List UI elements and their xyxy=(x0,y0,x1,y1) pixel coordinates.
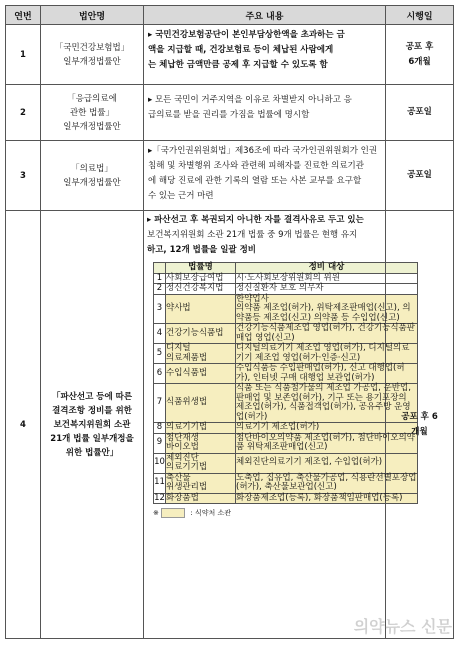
law-name: 첨단재생 바이오법 xyxy=(166,433,236,453)
content-line: ▸ 모든 국민이 거주지역을 이유로 차별받지 아니하고 응 xyxy=(148,95,352,105)
main-content xyxy=(144,85,386,141)
law-name: 체외진단 의료기기법 xyxy=(166,453,236,473)
content-line: 에 해당 진료에 관한 기록의 열람 또는 사본 교부를 요구할 xyxy=(148,176,362,186)
law-no: 3 xyxy=(154,294,166,324)
bill-name-line: 「파산선고 등에 따른 xyxy=(51,391,133,402)
content-line: 보건복지위원회 소관 21개 법률 중 9개 법률은 현행 유지 xyxy=(147,230,358,240)
law-name: 식품위생법 xyxy=(166,384,236,423)
law-no: 10 xyxy=(154,453,166,473)
bill-name xyxy=(41,141,144,211)
bill-name-line: 「국민건강보험법」 xyxy=(54,42,130,53)
bill-name-line: 보건복지위원회 소관 xyxy=(53,419,131,430)
content-line: ▸ 파산선고 후 복권되지 아니한 자를 결격사유로 두고 있는 xyxy=(147,215,364,225)
law-no: 12 xyxy=(154,492,165,503)
law-no: 4 xyxy=(154,324,166,344)
law-list-row xyxy=(154,364,418,384)
header-bill: 법안명 xyxy=(41,6,144,25)
law-no: 7 xyxy=(154,384,166,423)
table-row xyxy=(6,85,454,141)
header-content: 주요 내용 xyxy=(144,6,386,25)
table-row xyxy=(6,141,454,211)
bill-name-line: 「의료법」 xyxy=(71,163,113,174)
law-no: 2 xyxy=(154,284,166,295)
law-no-header xyxy=(154,263,166,274)
law-target: 첨단바이오의약품 제조업(허가), 첨단바이오의약품 위탁제조판매업(신고) xyxy=(236,433,418,453)
law-target: 식품 또는 식품첨가물의 제조업 가공업, 운반업, 판매업 및 보존업(허가), 기구 또는 용기포장의 제조업(허가), 식품접객업(허가), 공유주방 운영업(허가) xyxy=(236,384,418,423)
law-no: 5 xyxy=(154,344,166,364)
bill-name xyxy=(41,85,144,141)
law-name: 수입식품법 xyxy=(166,364,236,384)
effective-line: 공포 후 6 xyxy=(401,411,438,422)
law-no: 8 xyxy=(154,423,166,434)
content-line: 침해 및 차별행위 조사와 관련해 피해자를 진료한 의료기관 xyxy=(148,161,364,171)
main-content xyxy=(144,141,386,211)
bill-name-line: 일부개정법률안 xyxy=(63,121,121,132)
legend-symbol: ※ xyxy=(153,509,159,517)
law-name: 의료기기법 xyxy=(166,423,236,434)
header-row xyxy=(6,6,454,25)
content-line: 하고, 12개 법률을 일괄 정비 xyxy=(147,245,257,255)
content-line: 는 체납한 금액만큼 공제 후 지급할 수 있도록 함 xyxy=(148,60,328,70)
law-list-row xyxy=(154,453,418,473)
law-list-header xyxy=(154,263,418,274)
header-no: 연번 xyxy=(6,6,41,25)
effective-line: 6개월 xyxy=(408,56,431,67)
row-number: 1 xyxy=(6,25,41,85)
law-target: 정신질환자 보호 의무자 xyxy=(236,284,418,295)
law-name-header: 법률명 xyxy=(166,263,236,274)
law-list-row xyxy=(154,493,418,504)
law-target: 한약업사 의약품 제조업(허가), 위탁제조판매업(신고), 의약품등 제조업(신고) 의약품 등 수입업(신고) xyxy=(236,294,418,324)
content-line: ▸「국가인권위원회법」제36조에 따라 국가인권위원회가 인권 xyxy=(148,146,378,156)
law-list-row xyxy=(154,423,418,434)
header-effective: 시행일 xyxy=(386,6,454,25)
effective-date xyxy=(386,25,454,85)
law-target: 수입식품등 수입판매업(허가), 신고 대행업(허가), 인터넷 구매 대행업 보관업(허가) xyxy=(236,364,418,384)
law-target: 시·도사회보장위원회의 위원 xyxy=(236,273,418,284)
law-list-row xyxy=(154,273,418,284)
effective-line: 개월 xyxy=(411,426,428,437)
law-list-row xyxy=(154,384,418,423)
law-target: 화장품제조업(등록), 화장품책임판매업(등록) xyxy=(236,493,418,504)
law-target: 도축업, 집유업, 축산물가공업, 식용란선별포장업(허가), 축산물보관업(신고) xyxy=(236,472,417,492)
law-list-row xyxy=(154,294,418,324)
law-list-row xyxy=(154,324,418,344)
bill-name-line: 결격조항 정비를 위한 xyxy=(52,405,132,416)
law-no: 11 xyxy=(154,473,166,493)
law-no: 9 xyxy=(154,433,166,453)
law-name: 사회보장급여법 xyxy=(166,273,236,284)
bill-name xyxy=(41,25,144,85)
effective-line: 공포일 xyxy=(407,107,432,117)
law-list-row xyxy=(154,473,418,493)
law-name: 화장품법 xyxy=(166,493,236,504)
effective-date xyxy=(386,85,454,141)
law-list-row xyxy=(154,284,418,295)
legend-swatch xyxy=(161,508,185,518)
bill-name xyxy=(41,211,144,639)
table-row xyxy=(6,211,454,639)
law-list-table xyxy=(153,262,418,504)
law-name: 약사법 xyxy=(166,294,236,324)
content-line: 액을 지급할 때, 건강보험료 등이 체납된 사람에게 xyxy=(148,45,334,55)
law-name: 디지털 의료제품법 xyxy=(166,344,236,364)
content-line: ▸ 국민건강보험공단이 본인부담상한액을 초과하는 금 xyxy=(148,30,345,40)
watermark: 의약뉴스 신문 xyxy=(353,617,452,636)
content-line: 수 있는 근거 마련 xyxy=(148,191,214,201)
effective-line: 공포 후 xyxy=(405,41,434,52)
row-number: 3 xyxy=(6,141,41,211)
effective-line: 공포일 xyxy=(407,170,432,180)
table-row xyxy=(6,25,454,85)
effective-date xyxy=(386,141,454,211)
effective-date xyxy=(386,211,454,639)
law-target: 건강기능식품제조업 영업(허가), 건강기능식품판매업 영업(신고) xyxy=(236,324,418,344)
law-no: 6 xyxy=(154,364,166,384)
bill-name-line: 관한 법률」 xyxy=(69,107,115,118)
law-name: 건강기능식품법 xyxy=(166,324,236,344)
main-content xyxy=(144,25,386,85)
legend-text: : 식약처 소관 xyxy=(190,509,231,517)
bill-name-line: 21개 법률 일부개정을 xyxy=(50,433,134,444)
row-number: 4 xyxy=(6,211,41,639)
bill-summary-table xyxy=(5,5,454,639)
bill-name-line: 일부개정법률안 xyxy=(63,56,121,67)
law-target: 체외진단의료기기 제조업, 수입업(허가) xyxy=(236,453,418,473)
law-list-row xyxy=(154,433,418,453)
law-name: 축산물 위생관리법 xyxy=(166,473,236,493)
bill-name-line: 일부개정법률안 xyxy=(63,177,121,188)
content-line: 급의료를 받을 권리를 가짐을 법률에 명시함 xyxy=(148,110,310,120)
bill-name-line: 위한 법률안」 xyxy=(65,447,119,458)
law-no: 1 xyxy=(154,273,166,284)
law-target: 의료기기 제조업(허가) xyxy=(236,423,418,434)
law-target: 디지털의료기기 제조업 영업(허가), 디지털의료기기 제조업 영업(허가·인증·신고) xyxy=(236,344,418,364)
law-name: 정신건강복지법 xyxy=(166,284,236,295)
bill-name-line: 「응급의료에 xyxy=(67,93,117,104)
law-target-header: 정비 대상 xyxy=(236,263,418,274)
row-number: 2 xyxy=(6,85,41,141)
legend xyxy=(153,506,382,521)
law-list-row xyxy=(154,344,418,364)
